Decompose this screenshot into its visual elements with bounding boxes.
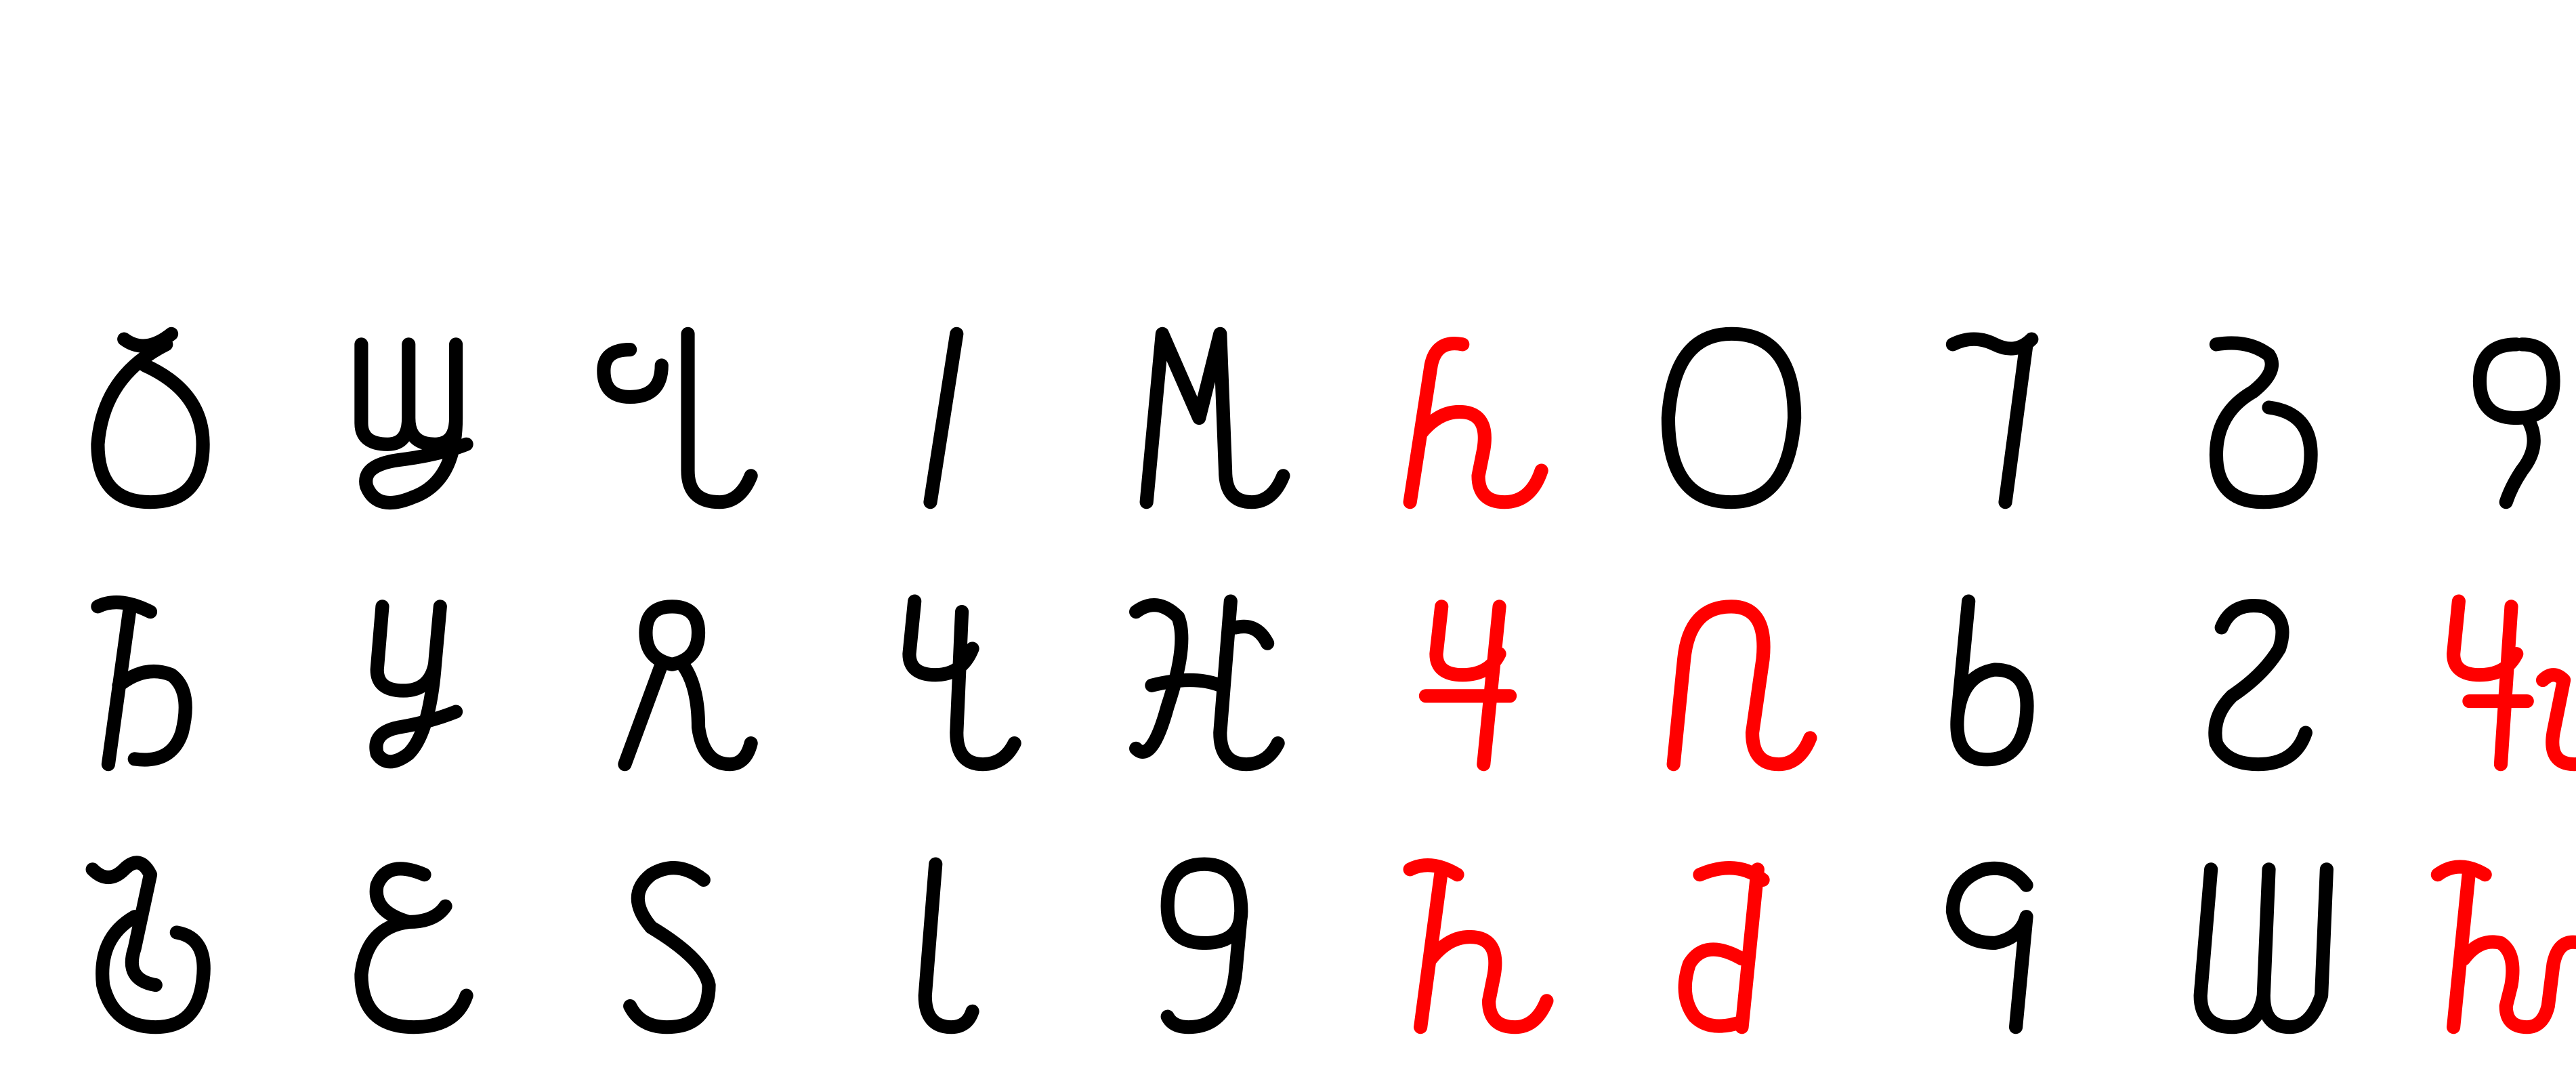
glyph-r2-c6 bbox=[1336, 549, 1599, 812]
glyph-r2-c10 bbox=[2390, 549, 2576, 812]
glyph-r1-c2 bbox=[282, 287, 545, 549]
glyph-r3-c2 bbox=[282, 812, 545, 1074]
glyph-r1-c9 bbox=[2127, 287, 2390, 549]
glyph-r2-c9 bbox=[2127, 549, 2390, 812]
glyph-r2-c3 bbox=[546, 549, 809, 812]
glyph-r3-c4 bbox=[809, 812, 1072, 1074]
glyph-r2-c4 bbox=[809, 549, 1072, 812]
glyph-r1-c1 bbox=[19, 287, 282, 549]
glyph-r1-c4 bbox=[809, 287, 1072, 549]
glyph-r3-c10 bbox=[2390, 812, 2576, 1074]
glyph-r2-c8 bbox=[1863, 549, 2126, 812]
glyph-r1-c6 bbox=[1336, 287, 1599, 549]
glyph-r3-c5 bbox=[1073, 812, 1336, 1074]
glyph-r3-c1 bbox=[19, 812, 282, 1074]
glyph-r2-c2 bbox=[282, 549, 545, 812]
glyph-r3-c8 bbox=[1863, 812, 2126, 1074]
glyph-r1-c8 bbox=[1863, 287, 2126, 549]
glyph-r2-c7 bbox=[1600, 549, 1863, 812]
glyph-r1-c3 bbox=[546, 287, 809, 549]
glyph-r1-c5 bbox=[1073, 287, 1336, 549]
glyph-r2-c1 bbox=[19, 549, 282, 812]
glyph-r3-c7 bbox=[1600, 812, 1863, 1074]
glyph-r3-c9 bbox=[2127, 812, 2390, 1074]
glyph-r2-c5 bbox=[1073, 549, 1336, 812]
glyph-r1-c7 bbox=[1600, 287, 1863, 549]
glyph-r3-c6 bbox=[1336, 812, 1599, 1074]
glyph-r3-c3 bbox=[546, 812, 809, 1074]
glyph-r1-c10 bbox=[2390, 287, 2576, 549]
